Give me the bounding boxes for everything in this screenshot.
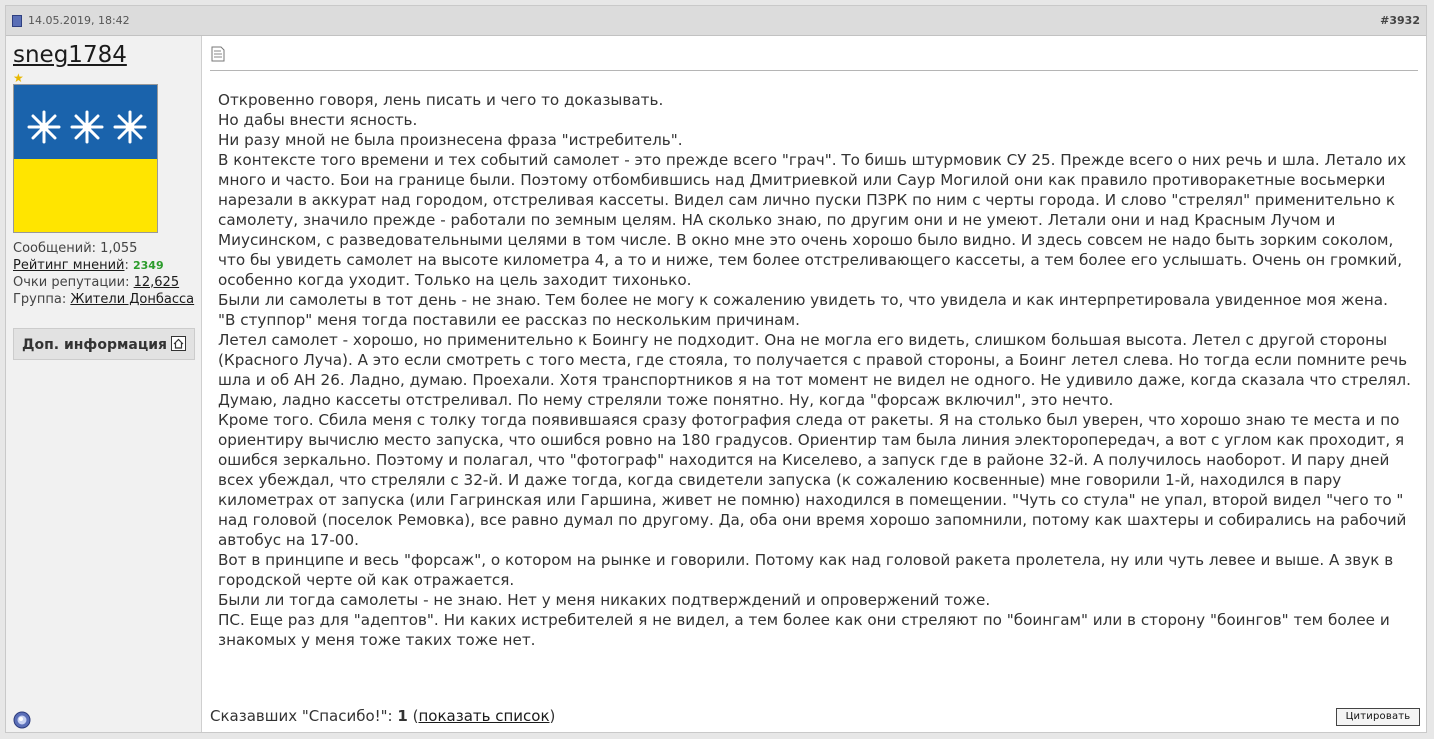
thanks-count: 1	[397, 707, 408, 725]
avatar-yellow-stripe	[14, 159, 157, 233]
post-number: #3932	[1380, 14, 1420, 27]
posts-label: Сообщений:	[13, 241, 97, 256]
thanks-line	[210, 707, 555, 725]
quote-button[interactable]: Цитировать	[1336, 708, 1420, 726]
avatar[interactable]	[13, 84, 158, 233]
online-status-icon	[13, 711, 31, 729]
message-paragraph: Ни разу мной не была произнесена фраза "истребитель".	[218, 131, 683, 149]
post-date-icon	[12, 15, 22, 27]
show-thanks-list-link[interactable]: показать список	[418, 707, 550, 725]
more-info-button[interactable]	[13, 328, 195, 360]
message-paragraph: Вот в принципе и весь "форсаж", о котором на рынке и говорили. Потому как над головой ракета пролетела, ну или чуть левее и выше. А звук в городской черте ой как отражается.	[218, 551, 1394, 589]
message-paragraph: Но дабы внести ясность.	[218, 111, 418, 129]
forum-post	[5, 5, 1427, 733]
group-link[interactable]: Жители Донбасса	[70, 292, 195, 307]
post-body	[202, 36, 1426, 732]
rating-link[interactable]: Рейтинг мнений	[13, 258, 125, 273]
more-info-label: Доп. информация	[22, 337, 168, 353]
message-paragraph: Откровенно говоря, лень писать и чего то доказывать.	[218, 91, 664, 109]
snowflake-icon	[14, 85, 158, 160]
user-stats	[13, 240, 198, 308]
posts-value: 1,055	[100, 241, 138, 256]
message-paragraph: "В ступпор" меня тогда поставили ее рассказ по нескольким причинам.	[218, 311, 800, 329]
post-number-link[interactable]	[1380, 14, 1420, 27]
rank-star-icon: ★	[13, 71, 24, 85]
post-divider	[210, 70, 1418, 71]
message-paragraph: Кроме того. Сбила меня с толку тогда появившаяся сразу фотография следа от ракеты. Я на столько был уверен, что хорошо знаю те места и по ориентиру вычислю место запуска, что ошибся ровно на 180 градусов. Ориентир там была линия электоропередач, а вот с углом как проходит, я ошибся зеркально. Поэтому и полагал, что "фотограф" находится на Киселево, а запуск где в районе 32-й. А получилось наоборот. И пару дней всех убеждал, что стреляли с 32-й. И даже тогда, когда свидетели запуска (к сожалению косвенные) мне говорили 1-й, находился в пару километрах от запуска (или Гагринская или Гаршина, живет не помню) находился в помещении. "Чуть со стула" не упал, второй видел "чего то " над головой (поселок Ремовка), все равно думал по другому. Да, оба они время хорошо запомнили, потому как шахтеры и собирались на рабочий автобус на 17-00.	[218, 411, 1407, 549]
thanks-close-paren: )	[549, 707, 556, 725]
post-date: 14.05.2019, 18:42	[28, 14, 130, 27]
reputation-value-link[interactable]: 12,625	[133, 275, 180, 290]
username-link[interactable]: sneg1784	[13, 42, 127, 68]
rating-value: 2349	[133, 259, 164, 272]
home-icon	[171, 336, 186, 351]
message-paragraph: В контексте того времени и тех событий самолет - это прежде всего "грач". То бишь штурмовик СУ 25. Прежде всего о них речь и шла. Летало их много и часто. Бои на границе были. Поэтому отбомбившись над Дмитриевкой или Саур Могилой они как правило противоракетные восьмерки нарезали в аккурат над городом, отстреливая кассеты. Видел сам лично пуски ПЗРК по ним с черты города. И слово "стрелял" применительно к самолету, значило прежде - работали по земным целям. НА сколько знаю, по другим они и не умеют. Летали они и над Красным Лучом и Миусинском, с разведовательными целями в том числе. В окно мне это очень хорошо было видно. И здесь совсем не надо быть зорким соколом, что бы увидеть самолет на высоте километра 4, а то и ниже, тем более отстреливающего кассеты, а тем более его услышать. Очень он громкий, особенно когда уходит. Только на цель заходит тихонько.	[218, 151, 1407, 289]
rating-row: Рейтинг мнений: 2349	[13, 258, 164, 273]
message-paragraph: Были ли тогда самолеты - не знаю. Нет у меня никаких подтверждений и опровержений тоже.	[218, 591, 991, 609]
message-paragraph: Были ли самолеты в тот день - не знаю. Тем более не могу к сожалению увидеть то, что увидела и как интерпретировала увиденное моя жена.	[218, 291, 1388, 309]
thanks-label: Сказавших "Спасибо!":	[210, 707, 393, 725]
reputation-label: Очки репутации:	[13, 275, 130, 290]
reputation-row	[13, 274, 198, 291]
message-paragraph: ПС. Еще раз для "адептов". Ни каких истребителей я не видел, а тем более как они стреляют по "боингам" или в сторону "боингов" тем более и знакомых у меня тоже таких тоже нет.	[218, 611, 1390, 649]
group-label: Группа:	[13, 292, 67, 307]
user-info-panel	[6, 36, 202, 732]
document-icon	[211, 46, 225, 62]
message-paragraph: Летел самолет - хорошо, но применительно к Боингу не подходит. Она не могла его видеть, слишком большая высота. Летел с другой стороны (Красного Луча). А это если смотреть с того места, где стояла, то получается с правой стороны, а Боинг летел слева. Но тогда если помните речь шла и об АН 26. Ладно, думаю. Проехали. Хотя транспортников я на тот момент не видел не одного. Не удивило даже, когда сказала что стрелял. Думаю, ладно кассеты отстреливал. По нему стреляли тоже понятно. Ну, когда "форсаж включил", это нечто.	[218, 331, 1411, 409]
group-row	[13, 291, 198, 308]
posts-count-row	[13, 240, 198, 257]
thanks-open-paren: (	[412, 707, 419, 725]
post-message	[218, 90, 1418, 650]
post-header	[6, 6, 1426, 36]
